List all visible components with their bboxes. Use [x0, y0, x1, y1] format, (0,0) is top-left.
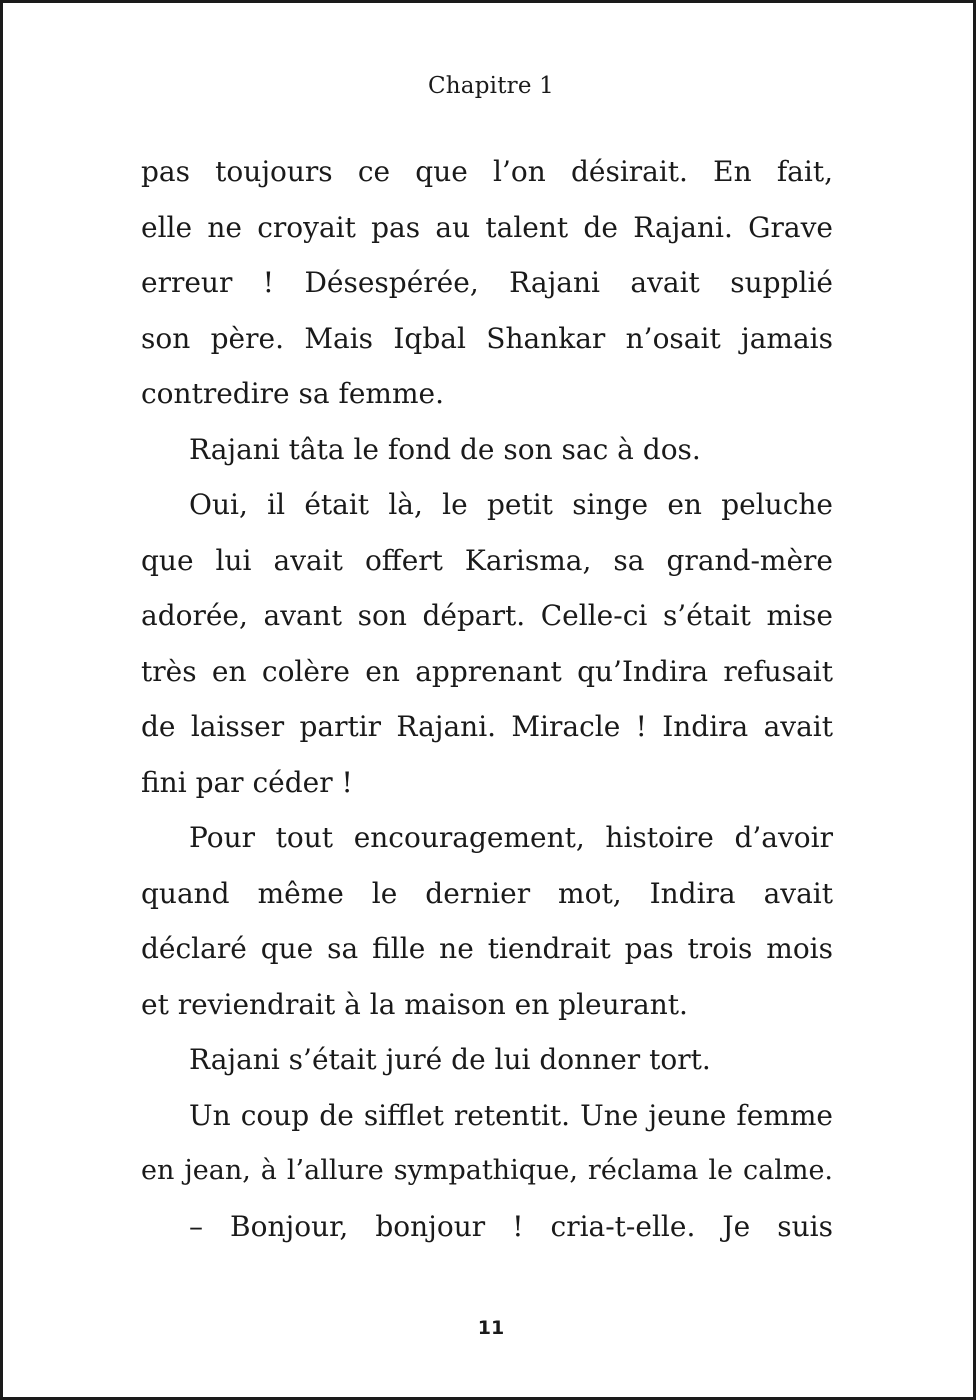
text-line: son père. Mais Iqbal Shankar n’osait jamais: [141, 321, 833, 355]
text-line: fini par céder !: [141, 765, 353, 799]
text-line: Rajani tâta le fond de son sac à dos.: [189, 432, 701, 466]
text-line: et reviendrait à la maison en pleurant.: [141, 987, 688, 1021]
text-line: erreur ! Désespérée, Rajani avait supplié: [141, 266, 833, 299]
text-line: Rajani s’était juré de lui donner tort.: [189, 1043, 711, 1076]
text-line: très en colère en apprenant qu’Indira refusait: [141, 654, 833, 688]
running-head: Chapitre 1: [428, 73, 554, 99]
text-line: contredire sa femme.: [141, 377, 444, 410]
text-line: adorée, avant son départ. Celle-ci s’était mise: [141, 599, 833, 632]
text-line: pas toujours ce que l’on désirait. En fait,: [141, 155, 833, 188]
text-line: Oui, il était là, le petit singe en peluche: [189, 488, 833, 521]
page-number: 11: [477, 1317, 505, 1339]
text-line: Pour tout encouragement, histoire d’avoir: [189, 821, 833, 854]
text-line: en jean, à l’allure sympathique, réclama le calme.: [141, 1155, 833, 1186]
text-line: que lui avait offert Karisma, sa grand-mère: [141, 543, 833, 577]
text-line: Un coup de sifflet retentit. Une jeune femme: [189, 1098, 833, 1132]
body-text: [141, 144, 833, 1254]
text-line: de laisser partir Rajani. Miracle ! Indira avait: [141, 710, 833, 743]
text-line: déclaré que sa fille ne tiendrait pas trois mois: [141, 932, 833, 965]
text-line: quand même le dernier mot, Indira avait: [141, 876, 833, 910]
text-line: – Bonjour, bonjour ! cria-t-elle. Je suis: [189, 1209, 833, 1243]
text-line: elle ne croyait pas au talent de Rajani. Grave: [141, 210, 833, 244]
